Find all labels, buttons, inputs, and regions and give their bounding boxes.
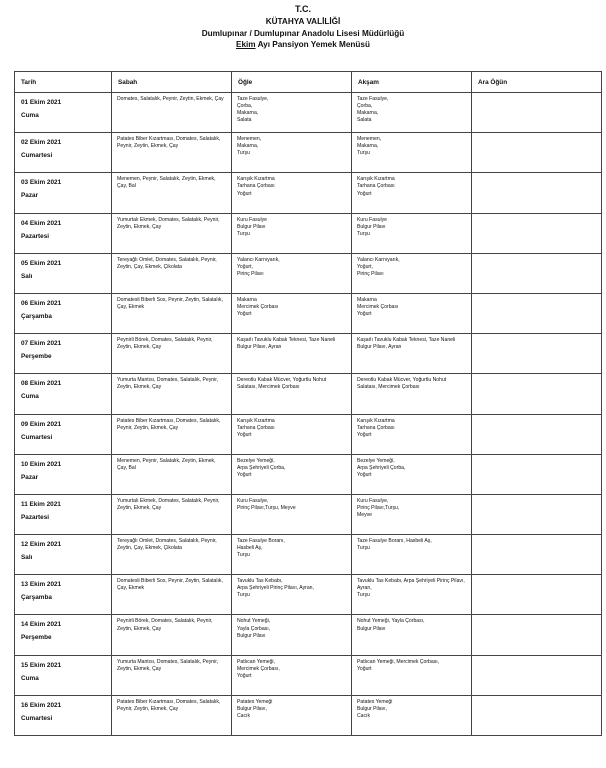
- breakfast-cell: Peynirli Börek, Domates, Salatalık, Peynir, Zeytin, Ekmek, Çay: [112, 615, 232, 655]
- snack-cell: [472, 494, 602, 534]
- breakfast-cell: Menemen, Peynir, Salatalık, Zeytin, Ekmek, Çay, Bal: [112, 454, 232, 494]
- breakfast-cell: Tereyağlı Omlet, Domates, Salatalık, Peynir, Zeytin, Çay, Ekmek, Çikolata: [112, 535, 232, 575]
- date-cell: [15, 454, 112, 494]
- column-header-snack: Ara Öğün: [472, 72, 602, 93]
- header-line-governorship: KÜTAHYA VALİLİĞİ: [265, 16, 341, 26]
- snack-cell: [472, 213, 602, 253]
- column-header-date: Tarih: [15, 72, 112, 93]
- dinner-cell: Bezelye Yemeği, Arpa Şehriyeli Çorba, Yoğurt: [352, 454, 472, 494]
- lunch-cell: Taze Fasulye Boranı, Hasbeli Aş, Turşu: [232, 535, 352, 575]
- lunch-cell: Dereotlu Kabak Mücver, Yoğurtlu Nohut Salatası, Mercimek Çorbası: [232, 374, 352, 414]
- lunch-cell: Kuru Fasulye, Pirinç Pilavı,Turşu, Meyve: [232, 494, 352, 534]
- snack-cell: [472, 133, 602, 173]
- menu-weekday: Cumartesi: [21, 433, 53, 441]
- breakfast-cell: Domatesli Biberli Sos, Peynir, Zeytin, Salatalık, Çay, Ekmek: [112, 575, 232, 615]
- date-cell: [15, 414, 112, 454]
- date-cell: [15, 334, 112, 374]
- snack-cell: [472, 253, 602, 293]
- header-line-menu-title: [0, 39, 606, 51]
- dinner-cell: Karışık Kızartma Tarhana Çorbası Yoğurt: [352, 414, 472, 454]
- table-row: [15, 133, 602, 173]
- dinner-cell: Nohut Yemeği, Yayla Çorbası, Bulgur Pilavı: [352, 615, 472, 655]
- menu-weekday: Çarşamba: [21, 594, 52, 602]
- column-header-lunch: Öğle: [232, 72, 352, 93]
- menu-date: 08 Ekim 2021: [21, 380, 62, 388]
- date-cell: [15, 253, 112, 293]
- lunch-cell: Patlıcan Yemeği, Mercimek Çorbası, Yoğurt: [232, 655, 352, 695]
- dinner-cell: Tavuklu Tas Kebabı, Arpa Şehriyeli Pirinç Pilavı, Ayran, Turşu: [352, 575, 472, 615]
- lunch-cell: Kuru Fasulye Bulgur Pilavı Turşu: [232, 213, 352, 253]
- menu-date: 07 Ekim 2021: [21, 340, 62, 348]
- menu-date: 01 Ekim 2021: [21, 99, 62, 106]
- table-row: [15, 93, 602, 133]
- menu-weekday: Çarşamba: [21, 312, 52, 320]
- snack-cell: [472, 414, 602, 454]
- dinner-cell: Karışık Kızartma Tarhana Çorbası Yoğurt: [352, 173, 472, 213]
- lunch-cell: Makarna Mercimek Çorbası Yoğurt: [232, 293, 352, 333]
- menu-weekday: Cuma: [21, 674, 39, 682]
- menu-weekday: Cumartesi: [21, 714, 53, 722]
- date-cell: [15, 535, 112, 575]
- menu-weekday: Perşembe: [21, 634, 52, 642]
- dinner-cell: Taze Fasulye Boranı, Hasbeli Aş, Turşu: [352, 535, 472, 575]
- menu-date: 04 Ekim 2021: [21, 219, 62, 227]
- column-header-breakfast: Sabah: [112, 72, 232, 93]
- snack-cell: [472, 334, 602, 374]
- table-row: [15, 615, 602, 655]
- breakfast-cell: Menemen, Peynir, Salatalık, Zeytin, Ekmek, Çay, Bal: [112, 173, 232, 213]
- menu-date: 03 Ekim 2021: [21, 179, 62, 187]
- menu-weekday: Pazartesi: [21, 513, 50, 521]
- dinner-cell: Dereotlu Kabak Mücver, Yoğurtlu Nohut Salatası, Mercimek Çorbası: [352, 374, 472, 414]
- dinner-cell: Makarna Mercimek Çorbası Yoğurt: [352, 293, 472, 333]
- breakfast-cell: Patates Biber Kızartması, Domates, Salatalık, Peynir, Zeytin, Ekmek, Çay: [112, 133, 232, 173]
- breakfast-cell: Yumurta Mantısı, Domates, Salatalık, Peynir, Zeytin, Ekmek, Çay: [112, 374, 232, 414]
- snack-cell: [472, 615, 602, 655]
- dinner-cell: Kuru Fasulye Bulgur Pilavı Turşu: [352, 213, 472, 253]
- breakfast-cell: Yumurtalı Ekmek, Domates, Salatalık, Peynir, Zeytin, Ekmek, Çay: [112, 213, 232, 253]
- breakfast-cell: Patates Biber Kızartması, Domates, Salatalık, Peynir, Zeytin, Ekmek, Çay: [112, 695, 232, 735]
- menu-weekday: Perşembe: [21, 353, 52, 361]
- lunch-cell: Tavuklu Tas Kebabı, Arpa Şehriyeli Pirinç Pilavı, Ayran, Turşu: [232, 575, 352, 615]
- dinner-cell: Kaşarlı Tavuklu Kabak Teknesi, Taze Naneli Bulgur Pilavı, Ayran: [352, 334, 472, 374]
- date-cell: [15, 213, 112, 253]
- table-row: [15, 213, 602, 253]
- menu-table: [14, 71, 602, 736]
- header-line-school: Dumlupınar / Dumlupınar Anadolu Lisesi Müdürlüğü: [201, 28, 405, 38]
- dinner-cell: Kuru Fasulye, Pirinç Pilavı,Turşu, Meyve: [352, 494, 472, 534]
- menu-weekday: Cuma: [21, 393, 39, 401]
- table-row: [15, 695, 602, 735]
- breakfast-cell: Patates Biber Kızartması, Domates, Salatalık, Peynir, Zeytin, Ekmek, Çay: [112, 414, 232, 454]
- dinner-cell: Taze Fasulye, Çorba, Makarna, Salata: [352, 93, 472, 133]
- date-cell: [15, 173, 112, 213]
- menu-date: 11 Ekim 2021: [21, 500, 61, 508]
- table-row: [15, 535, 602, 575]
- table-row: [15, 655, 602, 695]
- menu-date: 14 Ekim 2021: [21, 621, 62, 629]
- dinner-cell: Patlıcan Yemeği, Mercimek Çorbası, Yoğurt: [352, 655, 472, 695]
- breakfast-cell: Domates, Salatalık, Peynir, Zeytin, Ekmek, Çay: [112, 93, 232, 133]
- date-cell: [15, 93, 112, 133]
- menu-weekday: Cuma: [21, 112, 39, 119]
- snack-cell: [472, 173, 602, 213]
- table-row: [15, 454, 602, 494]
- date-cell: [15, 133, 112, 173]
- date-cell: [15, 575, 112, 615]
- snack-cell: [472, 454, 602, 494]
- lunch-cell: Karışık Kızartma Tarhana Çorbası Yoğurt: [232, 414, 352, 454]
- date-cell: [15, 615, 112, 655]
- header-month: Ekim: [236, 40, 256, 50]
- breakfast-cell: Yumurta Mantısı, Domates, Salatalık, Peynir, Zeytin, Ekmek, Çay: [112, 655, 232, 695]
- table-header-row: [15, 72, 602, 93]
- table-row: [15, 334, 602, 374]
- breakfast-cell: Yumurtalı Ekmek, Domates, Salatalık, Peynir, Zeytin, Ekmek, Çay: [112, 494, 232, 534]
- lunch-cell: Nohut Yemeği, Yayla Çorbası, Bulgur Pilavı: [232, 615, 352, 655]
- menu-date: 06 Ekim 2021: [21, 299, 62, 307]
- table-row: [15, 293, 602, 333]
- date-cell: [15, 494, 112, 534]
- header-menu-title-rest: Ayı Pansiyon Yemek Menüsü: [255, 40, 370, 50]
- lunch-cell: Bezelye Yemeği, Arpa Şehriyeli Çorba, Yoğurt: [232, 454, 352, 494]
- menu-date: 12 Ekim 2021: [21, 541, 62, 549]
- header-line-tc: T.C.: [294, 4, 311, 14]
- breakfast-cell: Peynirli Börek, Domates, Salatalık, Peynir, Zeytin, Ekmek, Çay: [112, 334, 232, 374]
- menu-weekday: Pazartesi: [21, 232, 50, 240]
- snack-cell: [472, 293, 602, 333]
- snack-cell: [472, 655, 602, 695]
- date-cell: [15, 374, 112, 414]
- menu-date: 09 Ekim 2021: [21, 420, 62, 428]
- breakfast-cell: Tereyağlı Omlet, Domates, Salatalık, Peynir, Zeytin, Çay, Ekmek, Çikolata: [112, 253, 232, 293]
- lunch-cell: Menemen, Makarna, Turşu: [232, 133, 352, 173]
- snack-cell: [472, 93, 602, 133]
- table-row: [15, 253, 602, 293]
- snack-cell: [472, 575, 602, 615]
- table-row: [15, 494, 602, 534]
- table-row: [15, 374, 602, 414]
- menu-weekday: Cumartesi: [21, 152, 53, 160]
- column-header-dinner: Akşam: [352, 72, 472, 93]
- dinner-cell: Menemen, Makarna, Turşu: [352, 133, 472, 173]
- dinner-cell: Patates Yemeği Bulgur Pilavı, Cacık: [352, 695, 472, 735]
- document-header: [0, 4, 606, 51]
- menu-table-body: [15, 93, 602, 736]
- breakfast-cell: Domatesli Biberli Sos, Peynir, Zeytin, Salatalık, Çay, Ekmek: [112, 293, 232, 333]
- menu-date: 16 Ekim 2021: [21, 701, 62, 709]
- lunch-cell: Kaşarlı Tavuklu Kabak Teknesi, Taze Naneli Bulgur Pilavı, Ayran: [232, 334, 352, 374]
- lunch-cell: Karışık Kızartma Tarhana Çorbası Yoğurt: [232, 173, 352, 213]
- snack-cell: [472, 695, 602, 735]
- lunch-cell: Yalancı Karnıyarık, Yoğurt, Pirinç Pilavı: [232, 253, 352, 293]
- table-row: [15, 575, 602, 615]
- date-cell: [15, 655, 112, 695]
- menu-date: 05 Ekim 2021: [21, 259, 62, 267]
- table-row: [15, 414, 602, 454]
- menu-date: 10 Ekim 2021: [21, 460, 62, 468]
- lunch-cell: Patates Yemeği Bulgur Pilavı, Cacık: [232, 695, 352, 735]
- lunch-cell: Taze Fasulye, Çorba, Makarna, Salata: [232, 93, 352, 133]
- snack-cell: [472, 535, 602, 575]
- menu-weekday: Salı: [21, 272, 33, 280]
- menu-weekday: Pazar: [21, 192, 39, 200]
- menu-weekday: Pazar: [21, 473, 39, 481]
- menu-weekday: Salı: [21, 554, 33, 562]
- menu-date: 02 Ekim 2021: [21, 139, 62, 147]
- snack-cell: [472, 374, 602, 414]
- table-row: [15, 173, 602, 213]
- menu-date: 13 Ekim 2021: [21, 581, 62, 589]
- menu-date: 15 Ekim 2021: [21, 661, 62, 669]
- date-cell: [15, 293, 112, 333]
- date-cell: [15, 695, 112, 735]
- dinner-cell: Yalancı Karnıyarık, Yoğurt, Pirinç Pilavı: [352, 253, 472, 293]
